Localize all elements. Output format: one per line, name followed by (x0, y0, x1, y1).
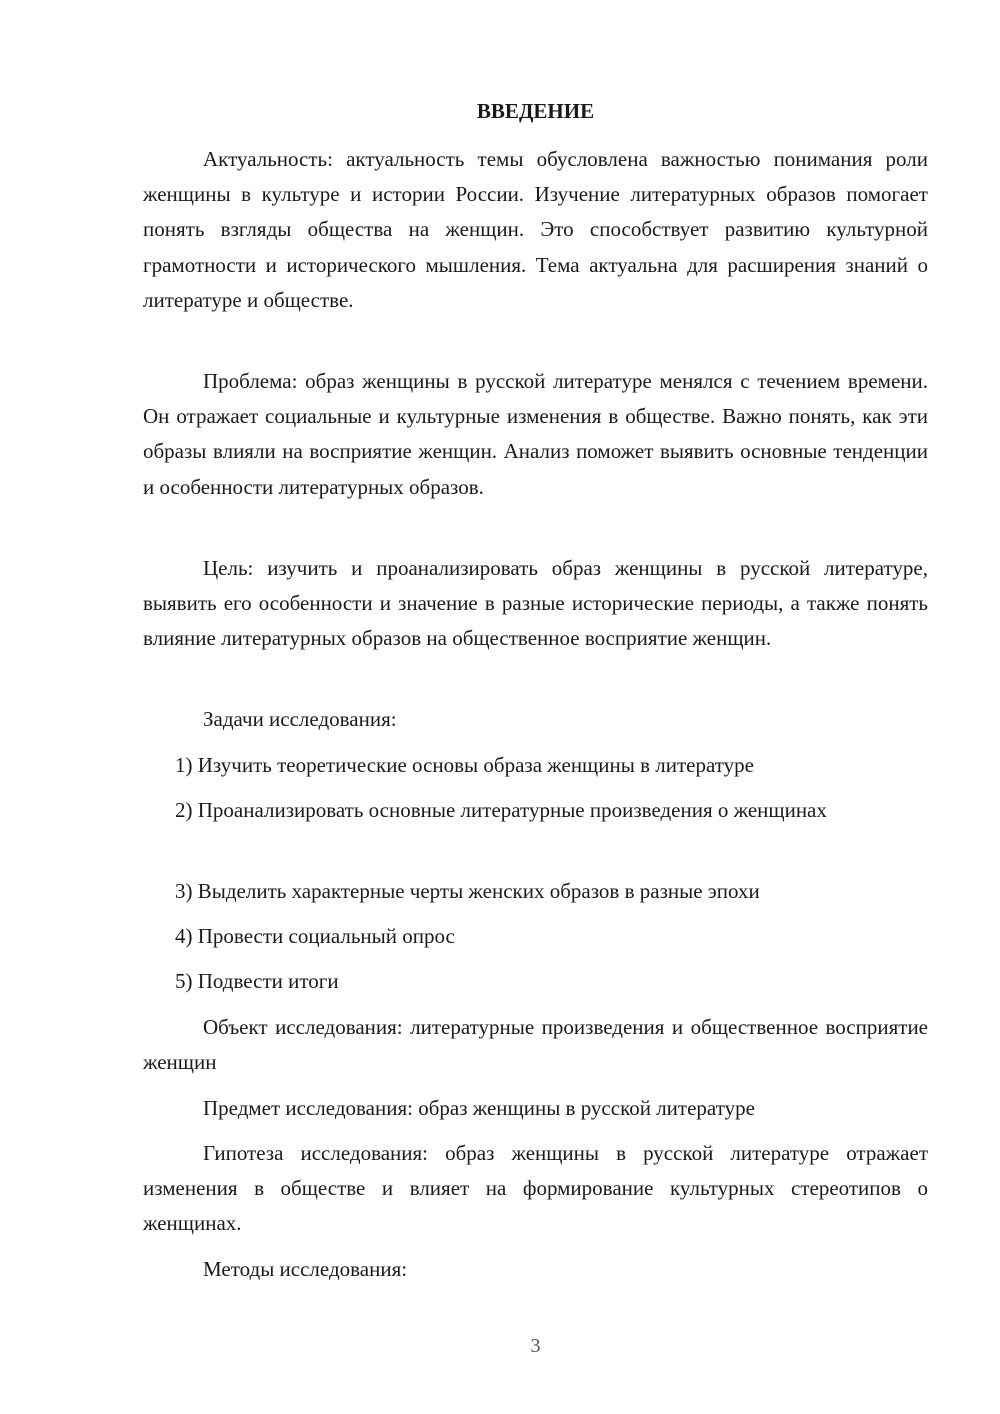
methods-label: Методы исследования: (203, 1257, 408, 1281)
relevance-paragraph: Актуальность: актуальность темы обусловлена важностью понимания роли женщины в культуре и истории России. Изучение литературных образов помогает понять взгляды общества на женщин. Это способствует развитию культурной грамотности и исторического мышления. Тема актуальна для расширения знаний о литературе и обществе. (143, 147, 928, 312)
task-item-2: 2) Проанализировать основные литературные произведения о женщинах (175, 798, 827, 822)
page-title: ВВЕДЕНИЕ (476, 99, 595, 123)
task-item-1: 1) Изучить теоретические основы образа женщины в литературе (175, 753, 754, 777)
subject-paragraph: Предмет исследования: образ женщины в русской литературе (203, 1096, 755, 1120)
task-item-4: 4) Провести социальный опрос (175, 924, 455, 948)
task-item-5: 5) Подвести итоги (175, 969, 339, 993)
task-item-3: 3) Выделить характерные черты женских образов в разные эпохи (175, 879, 760, 903)
tasks-label: Задачи исследования: (203, 707, 397, 731)
goal-paragraph: Цель: изучить и проанализировать образ женщины в русской литературе, выявить его особенности и значение в разные исторические периоды, а также понять влияние литературных образов на общественное восприятие женщин. (143, 556, 928, 651)
hypothesis-paragraph: Гипотеза исследования: образ женщины в русской литературе отражает изменения в обществе и влияет на формирование культурных стереотипов о женщинах. (143, 1141, 928, 1236)
page-number: 3 (530, 1335, 541, 1357)
document-page (143, 0, 928, 1414)
problem-paragraph: Проблема: образ женщины в русской литературе менялся с течением времени. Он отражает социальные и культурные изменения в обществе. Важно понять, как эти образы влияли на восприятие женщин. Анализ поможет выявить основные тенденции и особенности литературных образов. (143, 369, 928, 499)
object-paragraph: Объект исследования: литературные произведения и общественное восприятие женщин (143, 1015, 928, 1075)
